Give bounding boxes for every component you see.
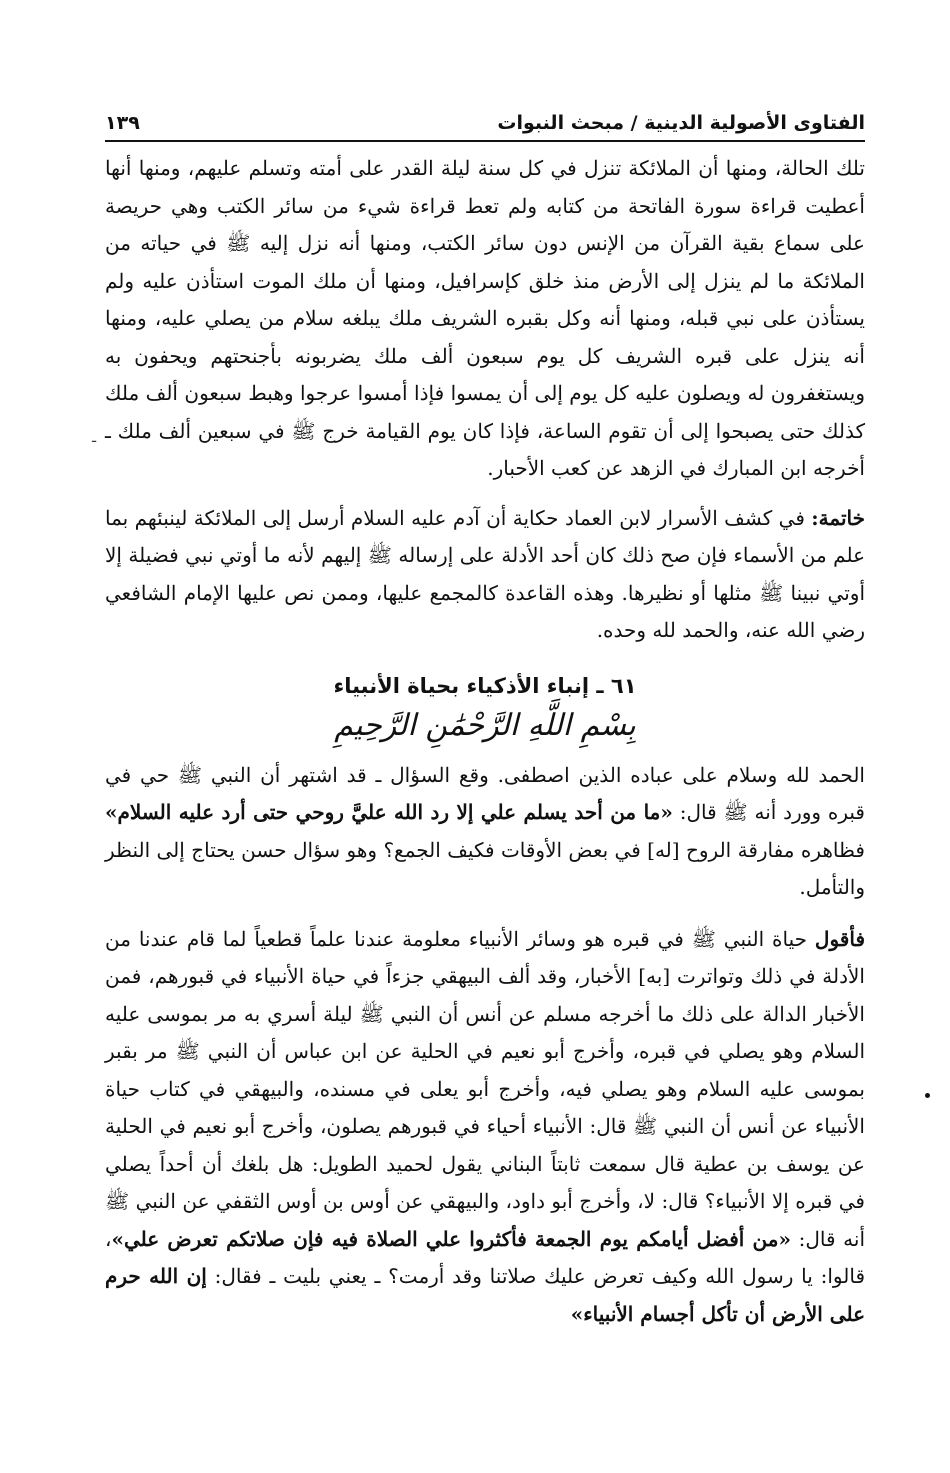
book-page — [105, 112, 865, 1333]
hadith-quote: «ما من أحد يسلم علي إلا رد الله عليَّ روحي حتى أرد عليه السلام» — [105, 800, 673, 824]
page-number: ١٣٩ — [105, 112, 140, 134]
hadith-quote-earth: إن الله حرم على الأرض أن تأكل أجسام الأنبياء» — [105, 1264, 865, 1326]
margin-mark: ـ — [92, 430, 97, 446]
question-paragraph — [105, 757, 865, 907]
margin-dot — [925, 1093, 930, 1098]
answer-lead: فأقول — [814, 926, 865, 951]
closing-paragraph — [105, 500, 865, 650]
hadith-quote-friday: «من أفضل أيامكم يوم الجمعة فأكثروا علي الصلاة فيه فإن صلاتكم تعرض علي» — [111, 1226, 791, 1251]
question-rest: فظاهره مفارقة الروح [له] في بعض الأوقات فكيف الجمع؟ وهو سؤال حسن يحتاج إلى النظر والتأمل. — [105, 837, 865, 899]
answer-text-2: ، قالوا: يا رسول الله وكيف تعرض عليك صلاتنا وقد أرمت؟ ـ يعني بليت ـ فقال: — [105, 1226, 866, 1288]
running-title: الفتاوى الأصولية الدينية / مبحث النبوات — [497, 112, 865, 134]
question-intro: الحمد لله وسلام على عباده الذين اصطفى. وقع السؤال ـ قد اشتهر أن النبي ﷺ حي في قبره وورد أنه ﷺ قال: — [105, 762, 865, 824]
closing-text: في كشف الأسرار لابن العماد حكاية أن آدم عليه السلام أرسل إلى الملائكة لينبئهم بما علم من الأسماء فإن صح ذلك كان أحد الأدلة على إرساله ﷺ إليهم لأنه ما أوتي نبي فضيلة إلا أوتي نبينا ﷺ مثلها أو نظيرها. وهذه القاعدة كالمجمع عليها، وممن نص عليها الإمام الشافعي رضي الله عنه، والحمد لله وحده. — [105, 505, 865, 642]
chapter-title: ٦١ ـ إنباء الأذكياء بحياة الأنبياء — [333, 673, 637, 698]
running-header — [105, 112, 865, 142]
basmala: بِسْمِ اللَّهِ الرَّحْمَٰنِ الرَّحِيمِ — [334, 707, 636, 743]
answer-paragraph — [105, 921, 865, 1334]
answer-text-1: حياة النبي ﷺ في قبره هو وسائر الأنبياء معلومة عندنا علماً قطعياً لما قام عندنا من الأدلة في ذلك وتواترت [به] الأخبار، وقد ألف البيهقي جزءاً في حياة الأنبياء في قبورهم، فمن الأخبار الدالة على ذلك ما أخرجه مسلم عن أنس أن النبي ﷺ ليلة أسري به مر بموسى عليه السلام وهو يصلي في قبره، وأخرج أبو نعيم في الحلية عن ابن عباس أن النبي ﷺ مر بقبر بموسى عليه السلام وهو يصلي فيه، وأخرج أبو يعلى في مسنده، والبيهقي في كتاب حياة الأنبياء عن أنس أن النبي ﷺ قال: الأنبياء أحياء في قبورهم يصلون، وأخرج أبو نعيم في الحلية عن يوسف بن عطية قال سمعت ثابتاً البناني يقول لحميد الطويل: هل بلغك أن أحداً يصلي في قبره إلا الأنبياء؟ قال: لا، وأخرج أبو داود، والبيهقي عن أوس بن أوس الثقفي عن النبي ﷺ أنه قال: — [105, 926, 866, 1251]
paragraph-continued: تلك الحالة، ومنها أن الملائكة تنزل في كل سنة ليلة القدر على أمته وتسلم عليهم، ومنها أنها أعطيت قراءة سورة الفاتحة من كتابه ولم تعط قراءة شيء من سائر الكتب وهي حريصة على سماع بقية القرآن من الإنس دون سائر الكتب، ومنها أنه نزل إليه ﷺ في حياته من الملائكة ما لم ينزل إلى الأرض منذ خلق كإسرافيل، ومنها أن ملك الموت استأذن عليه ولم يستأذن على نبي قبله، ومنها أنه وكل بقبره الشريف ملك يبلغه سلام من يصلي عليه، ومنها أنه ينزل على قبره الشريف كل يوم سبعون ألف ملك يضربونه بأجنحتهم ويحفون به ويستغفرون له ويصلون عليه كل يوم إلى أن يمسوا فإذا أمسوا عرجوا وهبط سبعون ألف ملك كذلك حتى يصبحوا إلى أن تقوم الساعة، فإذا كان يوم القيامة خرج ﷺ في سبعين ألف ملك ـ أخرجه ابن المبارك في الزهد عن كعب الأحبار. — [105, 156, 865, 480]
closing-label: خاتمة: — [811, 505, 865, 530]
